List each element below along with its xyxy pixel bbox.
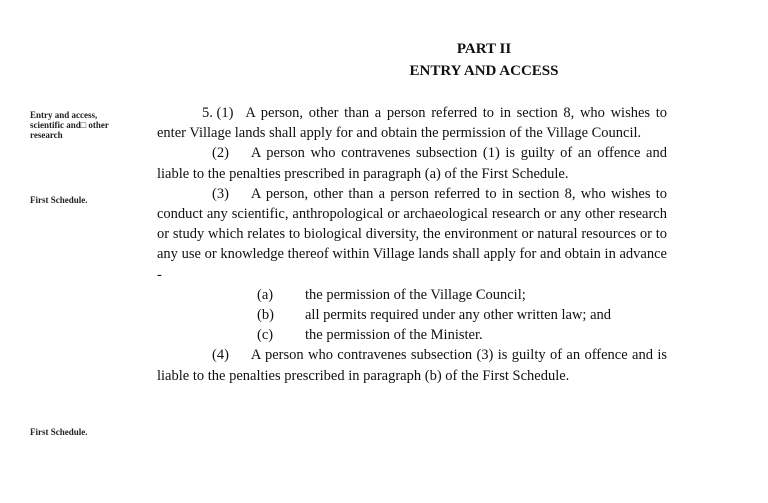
list-item xyxy=(157,285,667,305)
part-heading xyxy=(100,38,768,82)
subsection-text: A person, other than a person referred to in section 8, who wishes to enter Village lands shall apply for and obtain the permission of the Village Council. xyxy=(157,105,667,142)
subsection-number: (4) xyxy=(212,347,229,364)
subsection-text: A person who contravenes subsection (1) is guilty of an offence and liable to the penalties prescribed in paragraph (a) of the First Schedule. xyxy=(157,145,667,182)
list-item xyxy=(157,325,667,345)
section-body xyxy=(157,103,667,386)
list-item xyxy=(157,305,667,325)
margin-note-first-schedule-1: First Schedule. xyxy=(30,195,88,205)
item-label: (c) xyxy=(257,327,274,344)
subsection-5-2 xyxy=(157,143,667,183)
margin-note-entry-access: Entry and access, scientific and□ other research xyxy=(30,110,109,140)
item-label: (b) xyxy=(257,307,274,324)
subsection-number: (2) xyxy=(212,145,229,162)
item-text: the permission of the Village Council; xyxy=(305,286,526,303)
subsection-text: A person, other than a person referred to in section 8, who wishes to conduct any scientific, anthropological or archaeological research or any other research or study which relates to biological diversity, the environment or natural resources or to any use or knowledge thereof within Village lands shall apply for and obtain in advance - xyxy=(157,185,667,283)
subsection-number: (3) xyxy=(212,185,229,202)
item-text: the permission of the Minister. xyxy=(305,327,483,344)
part-number: PART II xyxy=(456,41,512,57)
margin-note-first-schedule-2: First Schedule. xyxy=(30,427,88,437)
subsection-number: 5. (1) xyxy=(202,105,234,121)
subsection-text: A person who contravenes subsection (3) is guilty of an offence and is liable to the penalties prescribed in paragraph (b) of the First Schedule. xyxy=(157,347,667,384)
item-label: (a) xyxy=(257,286,274,303)
paragraph-list xyxy=(157,285,667,346)
subsection-5-4 xyxy=(157,345,667,385)
item-text: all permits required under any other written law; and xyxy=(305,307,612,324)
part-title: ENTRY AND ACCESS xyxy=(409,63,559,79)
subsection-5-1 xyxy=(157,103,667,143)
subsection-5-3 xyxy=(157,184,667,285)
